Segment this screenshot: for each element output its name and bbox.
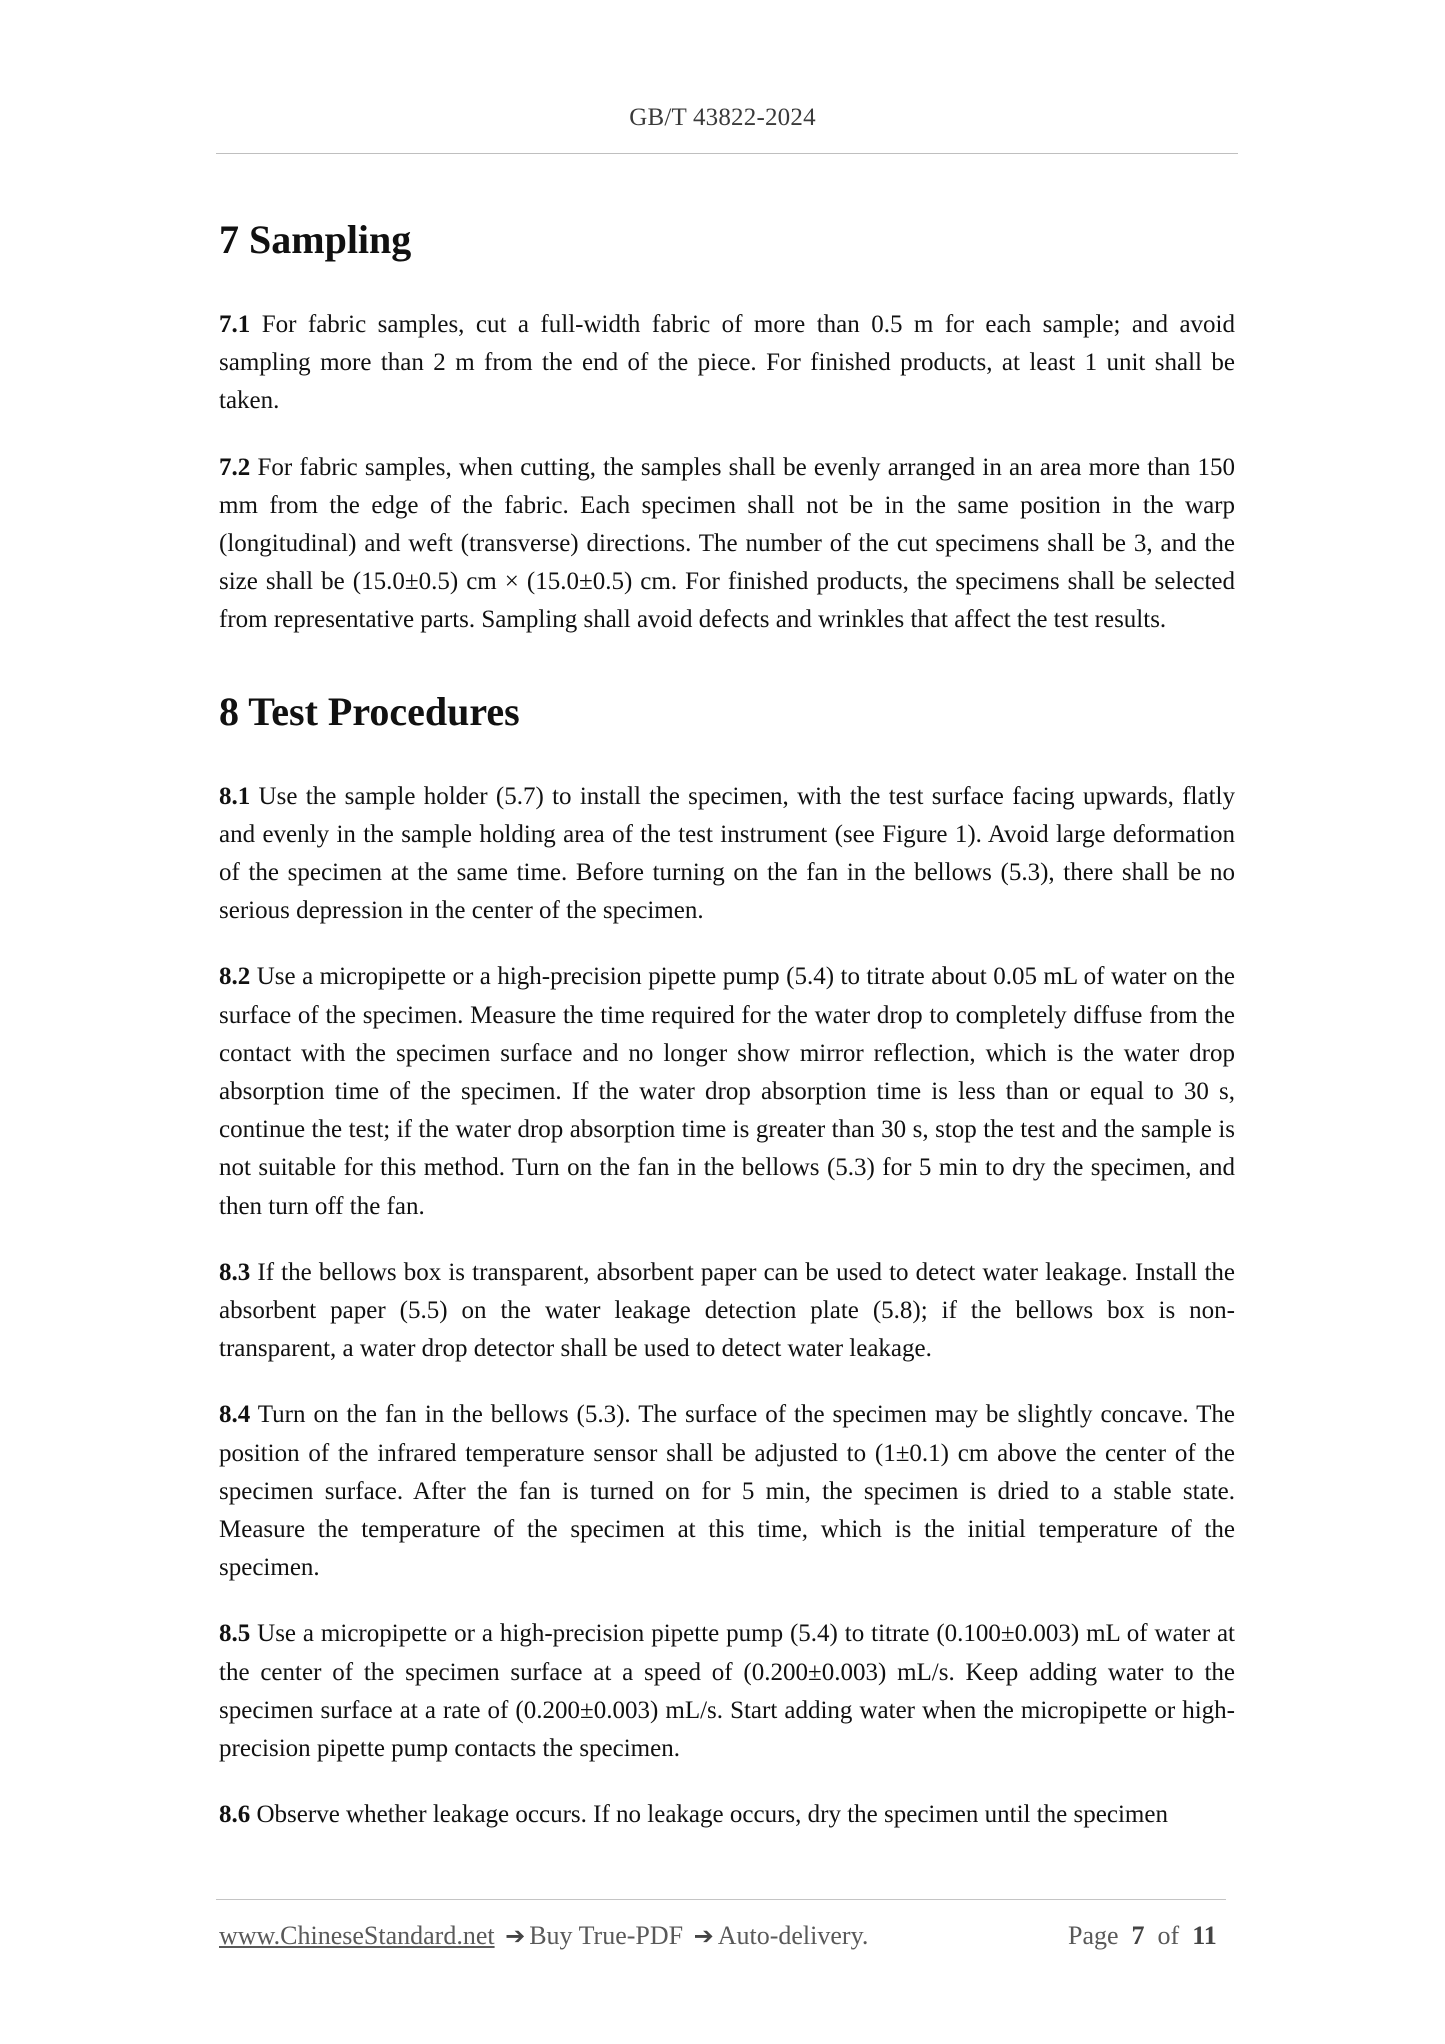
section-heading-test-procedures: 8 Test Procedures	[219, 688, 520, 734]
clause-number: 7.2	[219, 453, 251, 481]
clause-text: For fabric samples, when cutting, the samples shall be evenly arranged in an area more than 150 mm from the edge of the fabric. Each specimen shall not be in the same position in the warp (longitudinal) and weft (transverse) directions. The number of the cut specimens shall be 3, and the size shall be (15.0±0.5) cm × (15.0±0.5) cm. For finished products, the specimens shall be selected from representative parts. Sampling shall avoid defects and wrinkles that affect the test results.	[219, 453, 1235, 634]
section-heading-sampling: 7 Sampling	[219, 217, 412, 262]
clause-number: 8.1	[219, 782, 251, 810]
page-content	[219, 210, 1235, 1863]
page-label: Page	[1068, 1921, 1119, 1950]
clause-text: For fabric samples, cut a full-width fabric of more than 0.5 m for each sample; and avoid sampling more than 2 m from the end of the piece. For finished products, at least 1 unit shall be taken.	[219, 311, 1235, 415]
clause-8-1	[219, 778, 1235, 931]
clause-text: Use a micropipette or a high-precision pipette pump (5.4) to titrate about 0.05 mL of water on the surface of the specimen. Measure the time required for the water drop to completely diffuse from the contact with the specimen surface and no longer show mirror reflection, which is the water drop absorption time of the specimen. If the water drop absorption time is less than or equal to 30 s, continue the test; if the water drop absorption time is greater than 30 s, stop the test and the sample is not suitable for this method. Turn on the fan in the bellows (5.3) for 5 min to dry the specimen, and then turn off the fan.	[219, 963, 1235, 1220]
clause-8-3	[219, 1254, 1235, 1369]
clause-number: 8.5	[219, 1620, 251, 1648]
clause-8-4	[219, 1396, 1235, 1587]
page-current: 7	[1131, 1921, 1145, 1950]
clause-8-5	[219, 1615, 1235, 1768]
clause-8-6	[219, 1796, 1235, 1834]
clause-7-1	[219, 306, 1235, 421]
page-indicator	[1068, 1921, 1217, 1951]
buy-pdf-text: Buy True-PDF	[529, 1921, 684, 1950]
clause-number: 7.1	[219, 311, 251, 338]
clause-text: Use a micropipette or a high-precision pipette pump (5.4) to titrate (0.100±0.003) mL of water at the center of the specimen surface at a speed of (0.200±0.003) mL/s. Keep adding water to the specimen surface at a rate of (0.200±0.003) mL/s. Start adding water when the micropipette or high-precision pipette pump contacts the specimen.	[219, 1620, 1235, 1763]
header-divider	[216, 153, 1238, 154]
clause-8-2	[219, 958, 1235, 1225]
header-title: GB/T 43822-2024	[629, 104, 816, 131]
clause-number: 8.2	[219, 963, 251, 991]
page-total: 11	[1192, 1921, 1217, 1950]
arrow-right-icon: ➔	[505, 1922, 526, 1950]
auto-delivery-text: Auto-delivery.	[717, 1921, 869, 1950]
page-of-label: of	[1157, 1921, 1180, 1950]
arrow-right-icon: ➔	[693, 1922, 714, 1950]
footer-links	[219, 1921, 868, 1951]
clause-text: Use the sample holder (5.7) to install the specimen, with the test surface facing upwards, flatly and evenly in the sample holding area of the test instrument (see Figure 1). Avoid large deformation of the specimen at the same time. Before turning on the fan in the bellows (5.3), there shall be no serious depression in the center of the specimen.	[219, 782, 1235, 925]
clause-number: 8.6	[219, 1801, 251, 1829]
footer-divider	[216, 1899, 1226, 1900]
clause-text: Turn on the fan in the bellows (5.3). The surface of the specimen may be slightly concave. The position of the infrared temperature sensor shall be adjusted to (1±0.1) cm above the center of the specimen surface. After the fan is turned on for 5 min, the specimen is dried to a stable state. Measure the temperature of the specimen at this time, which is the initial temperature of the specimen.	[219, 1401, 1235, 1582]
clause-text: If the bellows box is transparent, absorbent paper can be used to detect water leakage. Install the absorbent paper (5.5) on the water leakage detection plate (5.8); if the bellows box is non-transparent, a water drop detector shall be used to detect water leakage.	[219, 1258, 1235, 1363]
clause-7-2	[219, 449, 1235, 640]
clause-number: 8.4	[219, 1401, 251, 1429]
clause-number: 8.3	[219, 1258, 251, 1286]
site-link[interactable]: www.ChineseStandard.net	[219, 1921, 495, 1950]
clause-text: Observe whether leakage occurs. If no leakage occurs, dry the specimen until the specimen	[250, 1801, 1168, 1829]
